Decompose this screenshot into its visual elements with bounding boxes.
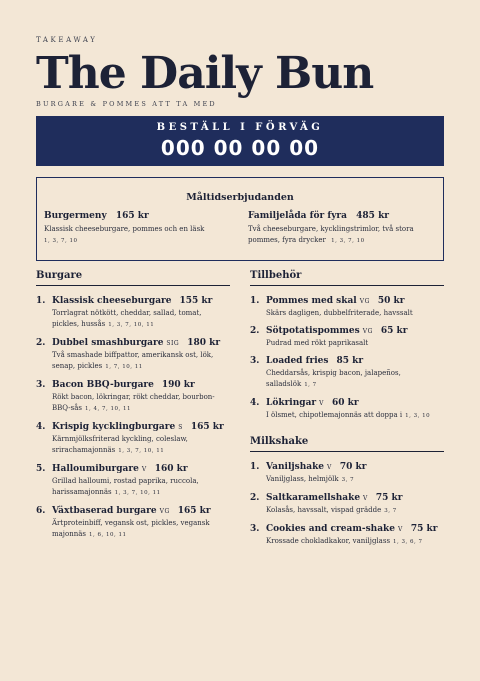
item-allergens: 1, 7, 10, 11: [105, 364, 143, 370]
item-body: [52, 506, 230, 541]
item-body: [266, 524, 444, 548]
item-number: 5.: [36, 464, 46, 474]
section-burgare: [36, 270, 230, 548]
order-label: BESTÄLL I FÖRVÄG: [156, 122, 324, 133]
item-body: [52, 380, 230, 415]
deals-title: Måltidserbjudanden: [186, 192, 294, 203]
order-banner: [36, 116, 444, 166]
item-name: Pommes med skal: [266, 296, 357, 306]
item-number: 2.: [36, 338, 46, 348]
diet-tag: VG: [362, 328, 373, 335]
menu-item: [36, 296, 230, 331]
page-title: The Daily Bun: [36, 48, 374, 99]
item-name-line: [266, 296, 444, 306]
item-name-line: [52, 464, 230, 474]
menu-item: [250, 398, 444, 422]
item-price: 155 kr: [179, 296, 213, 306]
item-price: 70 kr: [339, 462, 367, 472]
item-description: [52, 434, 230, 457]
item-price: 65 kr: [380, 326, 408, 336]
item-body: [266, 296, 444, 319]
item-desc: I ölsmet, chipotlemajonnäs att doppa i: [266, 411, 403, 419]
item-number: 1.: [250, 296, 260, 306]
menu-item: [36, 338, 230, 373]
item-number: 1.: [250, 462, 260, 472]
item-allergens: 3, 7: [384, 508, 397, 514]
item-allergens: 1, 4, 7, 10, 11: [85, 406, 131, 412]
item-name-line: [266, 462, 444, 472]
item-name: Dubbel smashburgare: [52, 338, 164, 348]
deal-name: Burgermeny: [44, 211, 107, 221]
item-desc: Krossade chokladkakor, vaniljglass: [266, 537, 391, 545]
diet-tag: V: [398, 526, 403, 533]
menu-item: [36, 506, 230, 541]
menu-item: [250, 493, 444, 517]
item-allergens: 3, 7: [341, 477, 355, 483]
deal-item: [248, 211, 438, 247]
item-price: 85 kr: [336, 356, 364, 366]
item-body: [266, 493, 444, 517]
item-desc: Torrlagrat nötkött, cheddar, sallad, tomat, pickles, hussås: [52, 309, 202, 328]
item-desc: Ärtproteinbiff, vegansk ost, pickles, vegansk majonnäs: [52, 519, 210, 538]
item-allergens: 1, 3, 10: [405, 413, 431, 419]
item-number: 4.: [250, 398, 260, 408]
item-body: [52, 464, 230, 499]
item-body: [266, 356, 444, 391]
menu-item: [36, 464, 230, 499]
deal-item: [44, 211, 234, 247]
item-name: Cookies and cream-shake: [266, 524, 395, 534]
item-price: 180 kr: [187, 338, 221, 348]
item-description: [266, 410, 444, 422]
item-description: [52, 392, 230, 415]
item-description: [266, 308, 444, 319]
item-body: [266, 398, 444, 422]
order-phone[interactable]: 000 00 00 00: [160, 136, 320, 160]
deal-desc: Klassisk cheeseburgare, pommes och en läsk: [44, 225, 205, 233]
item-name-line: [266, 398, 444, 408]
menu-item: [250, 326, 444, 349]
diet-tag: V: [363, 495, 368, 502]
item-allergens: 1, 3, 7, 10, 11: [118, 448, 165, 454]
item-body: [52, 422, 230, 457]
section-title: Milkshake: [250, 436, 444, 452]
item-number: 4.: [36, 422, 46, 432]
deals-box: [36, 177, 444, 261]
section-tillbehor: [250, 270, 444, 429]
deal-allergens: 1, 3, 7, 10: [44, 238, 78, 244]
item-name: Halloumiburgare: [52, 464, 139, 474]
item-allergens: 1, 3, 6, 7: [393, 539, 423, 545]
item-name-line: [266, 356, 444, 366]
diet-tag: SIG: [166, 340, 180, 347]
item-price: 75 kr: [410, 524, 438, 534]
section-title: Burgare: [36, 270, 230, 286]
menu-item: [250, 462, 444, 486]
item-description: [52, 308, 230, 331]
menu-item: [36, 380, 230, 415]
menu-item: [250, 296, 444, 319]
item-desc: Vaniljglass, helmjölk: [266, 475, 339, 483]
menu-item: [250, 356, 444, 391]
item-number: 1.: [36, 296, 46, 306]
diet-tag: VG: [159, 508, 170, 515]
item-body: [52, 338, 230, 373]
item-body: [266, 462, 444, 486]
item-name-line: [52, 380, 230, 390]
item-number: 3.: [250, 356, 260, 366]
item-allergens: 1, 3, 7, 10, 11: [114, 490, 161, 496]
item-number: 6.: [36, 506, 46, 516]
item-name-line: [52, 296, 230, 306]
deal-desc: Två cheeseburgare, kycklingstrimlor, två stora pommes, fyra drycker: [248, 225, 414, 244]
item-price: 50 kr: [377, 296, 405, 306]
section-title: Tillbehör: [250, 270, 444, 286]
diet-tag: S: [178, 424, 183, 431]
item-price: 160 kr: [154, 464, 188, 474]
item-desc: Rökt bacon, lökringar, rökt cheddar, bourbon-BBQ-sås: [52, 393, 215, 412]
item-name: Sötpotatispommes: [266, 326, 360, 336]
item-description: [52, 518, 230, 541]
item-price: 165 kr: [177, 506, 211, 516]
item-name-line: [52, 338, 230, 348]
item-description: [52, 476, 230, 499]
item-body: [266, 326, 444, 349]
item-desc: Skärs dagligen, dubbelfriterade, havssalt: [266, 309, 413, 317]
diet-tag: VG: [359, 298, 370, 305]
item-desc: Kolasås, havssalt, vispad grädde: [266, 506, 382, 514]
item-name-line: [266, 524, 444, 534]
item-price: 75 kr: [375, 493, 403, 503]
item-desc: Två smashade biffpattor, amerikansk ost, lök, senap, pickles: [52, 351, 214, 370]
item-description: [266, 536, 444, 548]
diet-tag: V: [141, 466, 147, 473]
item-price: 190 kr: [161, 380, 195, 390]
item-name-line: [266, 493, 444, 503]
item-price: 60 kr: [331, 398, 359, 408]
item-desc: Pudrad med rökt paprikasalt: [266, 339, 369, 347]
item-allergens: 1, 6, 10, 11: [88, 532, 127, 538]
menu-item: [36, 422, 230, 457]
item-name-line: [52, 506, 230, 516]
item-number: 3.: [250, 524, 260, 534]
item-name-line: [52, 422, 230, 432]
item-description: [266, 368, 444, 391]
item-number: 3.: [36, 380, 46, 390]
item-body: [52, 296, 230, 331]
deal-allergens: 1, 3, 7, 10: [331, 238, 365, 244]
item-description: [266, 505, 444, 517]
item-name: Växtbaserad burgare: [52, 506, 157, 516]
item-description: [266, 338, 444, 349]
item-desc: Grillad halloumi, rostad paprika, ruccola, harissamajonnäs: [52, 477, 199, 496]
item-name: Lökringar: [266, 398, 317, 408]
item-desc: Kärnmjölksfriterad kyckling, coleslaw, srirachamajonnäs: [52, 435, 188, 454]
menu-item: [250, 524, 444, 548]
item-number: 2.: [250, 326, 260, 336]
item-name: Klassisk cheeseburgare: [52, 296, 172, 306]
item-name: Loaded fries: [266, 356, 329, 366]
item-allergens: 1, 7: [304, 382, 317, 388]
deal-name: Familjelåda för fyra: [248, 211, 348, 221]
item-desc: Cheddarsås, krispig bacon, jalapeños, salladslök: [266, 369, 401, 388]
deal-price: 165 kr: [115, 211, 149, 221]
item-allergens: 1, 3, 7, 10, 11: [108, 322, 155, 328]
item-name: Vaniljshake: [266, 462, 325, 472]
item-description: [266, 474, 444, 486]
item-price: 165 kr: [190, 422, 224, 432]
item-number: 2.: [250, 493, 260, 503]
diet-tag: V: [319, 400, 324, 407]
item-name: Krispig kycklingburgare: [52, 422, 176, 432]
diet-tag: V: [327, 464, 332, 471]
section-milkshake: [250, 436, 444, 555]
eyebrow-label: TAKEAWAY: [36, 36, 98, 44]
item-name: Bacon BBQ-burgare: [52, 380, 154, 390]
item-description: [52, 350, 230, 373]
deal-price: 485 kr: [356, 211, 390, 221]
item-name: Saltkaramellshake: [266, 493, 361, 503]
item-name-line: [266, 326, 444, 336]
page-subtitle: BURGARE & POMMES ATT TA MED: [36, 100, 217, 108]
